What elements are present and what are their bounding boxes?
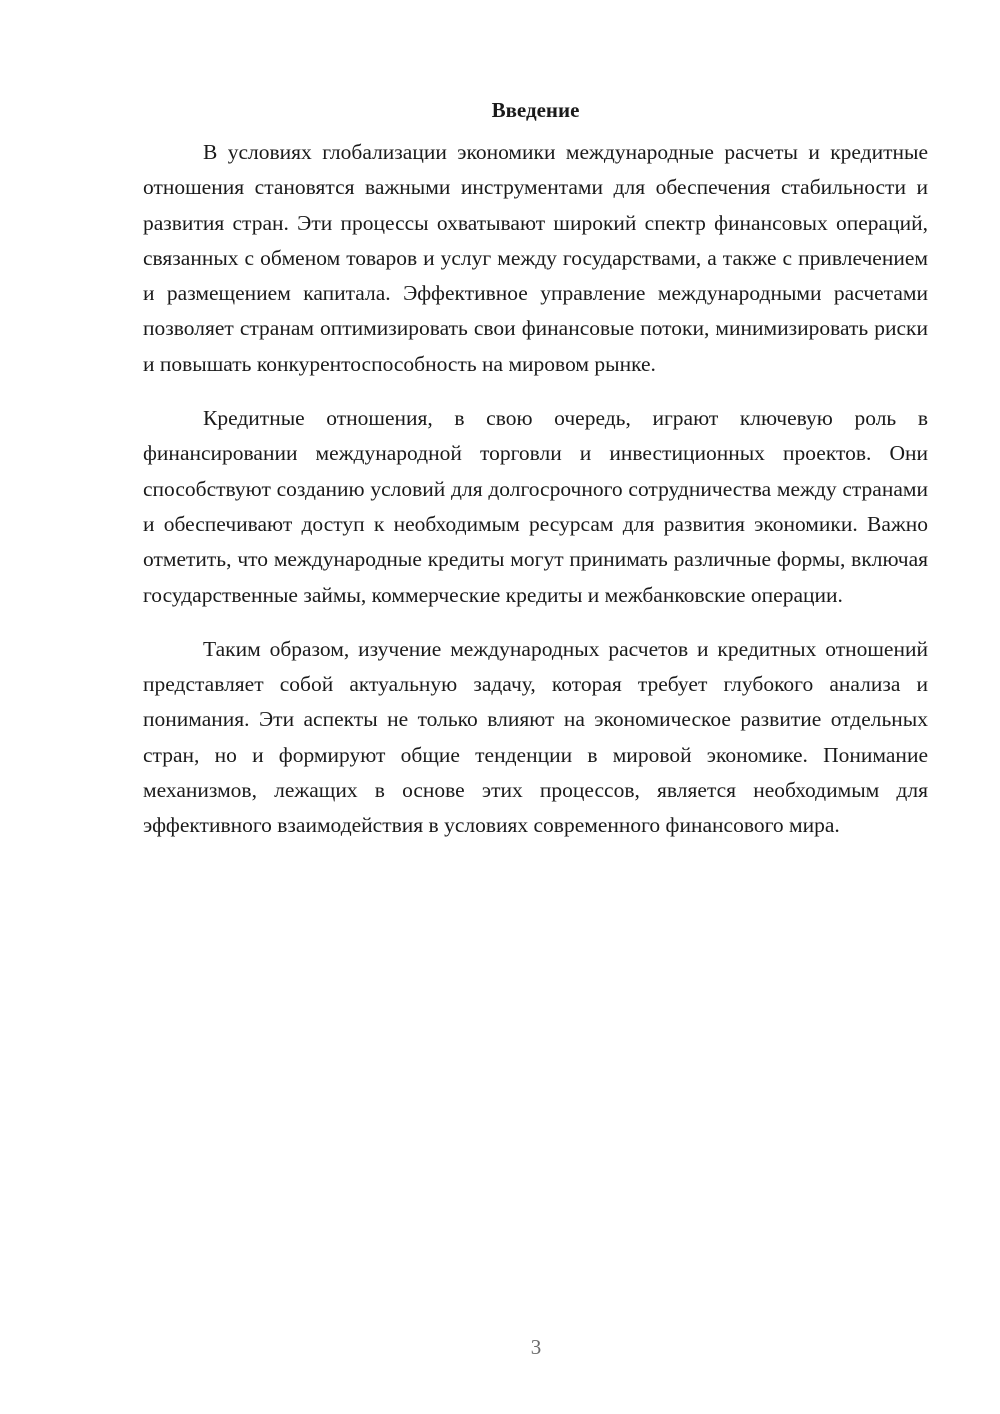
page-number: 3 (530, 1335, 542, 1359)
section-title: Введение (491, 98, 580, 122)
page-content (143, 93, 928, 844)
paragraph-2: Кредитные отношения, в свою очередь, играют ключевую роль в финансировании международной торговли и инвестиционных проектов. Они способствуют созданию условий для долгосрочного сотрудничества между странами и обеспечивают доступ к необходимым ресурсам для развития экономики. Важно отметить, что международные кредиты могут принимать различные формы, включая государственные займы, коммерческие кредиты и межбанковские операции. (143, 406, 928, 607)
paragraph-3: Таким образом, изучение международных расчетов и кредитных отношений представляет собой актуальную задачу, которая требует глубокого анализа и понимания. Эти аспекты не только влияют на экономическое развитие отдельных стран, но и формируют общие тенденции в мировой экономике. Понимание механизмов, лежащих в основе этих процессов, является необходимым для эффективного взаимодействия в условиях современного финансового мира. (143, 636, 928, 838)
paragraph-1: В условиях глобализации экономики международные расчеты и кредитные отношения становятся важными инструментами для обеспечения стабильности и развития стран. Эти процессы охватывают широкий спектр финансовых операций, связанных с обменом товаров и услуг между государствами, а также с привлечением и размещением капитала. Эффективное управление международными расчетами позволяет странам оптимизировать свои финансовые потоки, минимизировать риски и повышать конкурентоспособность на мировом рынке. (143, 140, 928, 376)
